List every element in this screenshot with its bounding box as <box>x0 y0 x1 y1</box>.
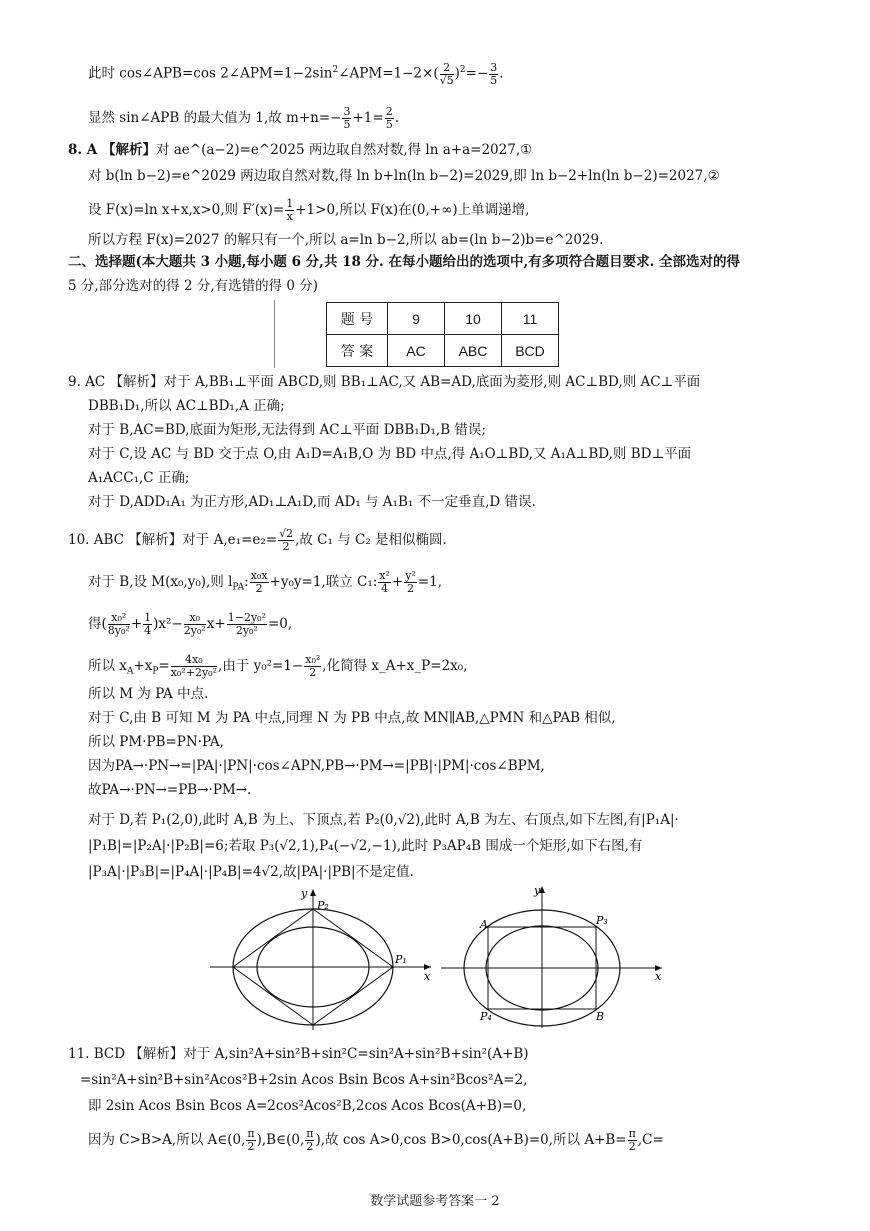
fraction: $\frac{\pi}{2}$ <box>628 1127 636 1153</box>
text: A₁ACC₁,C 正确; <box>88 470 190 486</box>
text-line <box>68 528 447 553</box>
y-label: y <box>301 887 308 900</box>
text-line <box>88 492 536 512</box>
text-line: 即 2sin Acos Bsin Bcos A=2cos²Acos²B,2cos Acos Bcos(A+B)=0, <box>88 1098 527 1114</box>
table-row <box>327 335 559 367</box>
text-line: 所以 $x_A+x_P=$ $\frac{\text{4x₀}}{\text{x₀²+2y₀²}}$ ,由于 y₀²=1− $\frac{\text{x₀²}}{2}$ ,化简得 x_A+x_P=2x₀, <box>88 653 468 679</box>
text-line <box>68 252 740 272</box>
text: +1= <box>352 110 384 126</box>
fraction: $\frac{\text{y²}}{2}$ <box>405 569 416 595</box>
p4-label: P₄ <box>480 1010 492 1023</box>
text: 此时 cos∠APB=cos 2∠APM=1−2sin <box>88 65 333 82</box>
text-line <box>88 468 189 488</box>
y-label: y <box>534 884 541 897</box>
fraction: $\frac{\pi}{2}$ <box>247 1127 255 1153</box>
text: 对于 B,AC=BD,底面为矩形,无法得到 AC⊥平面 DBB₁D₁,B 错误; <box>88 422 486 438</box>
text-line <box>68 140 532 160</box>
table-cell: 题 号 <box>327 303 388 335</box>
a-label: A <box>480 918 488 931</box>
figure-right <box>436 880 666 1030</box>
text-line <box>88 198 529 223</box>
text-line: 因为 C>B>A,所以 A∈(0, $\frac{\pi}{2}$ ),B∈(0, $\frac{\pi}{2}$ ),故 cos A>0,cos B>0,cos(A+B)=0,所以 A+B= $\frac{\pi}{2}$ ,C= <box>88 1127 664 1153</box>
p3-label: P₃ <box>596 914 608 927</box>
text-line <box>88 396 285 416</box>
text: 对 b(ln b−2)=e^2029 两边取自然对数,得 ln b+ln(ln b−2)=2029,即 ln b−2+ln(ln b−2)=2027,② <box>88 168 720 184</box>
text: 对于 D,ADD₁A₁ 为正方形,AD₁⊥A₁D,而 AD₁ 与 A₁B₁ 不一定垂直,D 错误. <box>88 494 536 510</box>
fraction: $\frac{\text{4x₀}}{\text{x₀²+2y₀²}}$ <box>170 653 217 679</box>
fraction: $\frac{1}{x}$ <box>286 197 294 223</box>
text: 对于 C,设 AC 与 BD 交于点 O,由 A₁D=A₁B,O 为 BD 中点,得 A₁O⊥BD,又 A₁A⊥BD,则 BD⊥平面 <box>88 446 692 462</box>
text-line: 显然 sin∠APB 的最大值为 1,故 m+n=− $\frac{3}{5}$ +1= $\frac{2}{5}$ . <box>88 105 399 131</box>
section-heading: 二、选择题(本大题共 3 小题,每小题 6 分,共 18 分. 在每小题给出的选项中,有多项符合题目要求. 全部选对的得 <box>68 254 741 270</box>
fraction: $\frac{\text{x₀}}{\text{2y₀²}}$ <box>183 611 206 637</box>
answer-table <box>326 302 559 367</box>
text: +y₀y=1,联立 C₁: <box>269 574 378 590</box>
fraction: $\frac{1}{4}$ <box>144 611 152 637</box>
p1-label: P₁ <box>395 953 407 966</box>
text-line: 得( $\frac{\text{x₀²}}{\text{8y₀²}}$ + $\frac{1}{4}$ )x²− $\frac{\text{x₀}}{\text{2y₀²}}$ x+ $\frac{\text{1−2y₀²}}{\text{2y₀²}}$ =0, <box>88 611 293 637</box>
divider <box>274 300 275 368</box>
text: =− <box>465 65 489 82</box>
b-label: B <box>596 1010 605 1023</box>
text: +1>0,所以 F(x)在(0,+∞)上单调递增, <box>295 202 530 218</box>
text-line: 所以 PM·PB=PN·PA, <box>88 734 224 750</box>
fraction: $\frac{\pi}{2}$ <box>306 1127 314 1153</box>
text-line <box>88 230 603 250</box>
text: 设 F(x)=ln x+x,x>0,则 F′(x)= <box>88 202 285 218</box>
text-line: 对于 D,若 P₁(2,0),此时 A,B 为上、下顶点,若 P₂(0,√2),此时 A,B 为左、右顶点,如下左图,有|P₁A|· <box>88 812 679 828</box>
text: ∠APM=1−2× <box>338 65 434 82</box>
fraction: $\frac{3}{5}$ <box>490 60 498 87</box>
text-line: 所以 M 为 PA 中点. <box>88 686 209 702</box>
text-line: 此时 cos∠APB=cos $2\angle APM=1-2\sin^2\angle APM=1-2\times$( $\frac{2}{√5}$ )$^2$=− $\frac{3}{5}$ . <box>88 60 504 87</box>
text: 显然 sin∠APB 的最大值为 1,故 m+n=− <box>88 110 342 126</box>
text-line: =sin²A+sin²B+sin²Acos²B+2sin Acos Bsin Bcos A+sin²Bcos²A=2, <box>80 1072 528 1088</box>
fraction: $\frac{3}{5}$ <box>343 105 351 131</box>
text-line: 因为PA→·PN→=|PA|·|PN|·cos∠APN,PB→·PM→=|PB|·|PM|·cos∠BPM, <box>88 758 545 774</box>
table-cell: 答 案 <box>327 335 388 367</box>
fraction: $\frac{2}{√5}$ <box>439 60 454 87</box>
table-row <box>327 303 559 335</box>
x-label: x <box>424 970 431 983</box>
text-line: |P₁B|=|P₂A|·|P₂B|=6;若取 P₃(√2,1),P₄(−√2,−1),此时 P₃AP₄B 围成一个矩形,如下右图,有 <box>88 838 643 854</box>
text: 10. ABC 【解析】对于 A,e₁=e₂= <box>68 532 278 548</box>
table-cell: ABC <box>445 335 502 367</box>
text: 对于 B,设 M(x₀,y₀),则 l <box>88 574 233 590</box>
fraction: $\frac{\text{1−2y₀²}}{\text{2y₀²}}$ <box>227 611 266 637</box>
text-line <box>88 420 486 440</box>
text: 5 分,部分选对的得 2 分,有选错的得 0 分) <box>68 278 319 294</box>
text-line <box>88 444 691 464</box>
text-line: |P₃A|·|P₃B|=|P₄A|·|P₄B|=4√2,故|PA|·|PB|不是定值. <box>88 864 414 880</box>
fraction: $\frac{\text{x²}}{4}$ <box>379 569 390 595</box>
text-line: 故PA→·PN→=PB→·PM→. <box>88 782 252 798</box>
table-cell: BCD <box>502 335 559 367</box>
fraction: $\frac{2}{5}$ <box>385 105 393 131</box>
question-tag: 8. A 【解析】 <box>68 142 156 158</box>
text-line: 对于 B,设 M(x₀,y₀),则 $l_{PA}$: $\frac{\text{x₀x}}{2}$ +y₀y=1,联立 C₁: $\frac{\text{x²}}{4}$ + $\frac{\text{y²}}{2}$ =1, <box>88 569 443 595</box>
fraction: $\frac{\text{x₀²}}{2}$ <box>305 653 321 679</box>
fraction: $\frac{√2}{2}$ <box>279 527 294 553</box>
text-line: 11. BCD 【解析】对于 A,sin²A+sin²B+sin²C=sin²A+sin²B+sin²(A+B) <box>68 1046 529 1062</box>
table-cell: 9 <box>388 303 445 335</box>
table-cell: 10 <box>445 303 502 335</box>
table-cell: AC <box>388 335 445 367</box>
text-line <box>68 372 700 392</box>
figure-left <box>205 885 435 1035</box>
page-footer: 数学试题参考答案一 2 <box>370 1194 500 1209</box>
x-label: x <box>655 970 662 983</box>
text: ,故 C₁ 与 C₂ 是相似椭圆. <box>295 532 447 548</box>
table-cell: 11 <box>502 303 559 335</box>
p2-label: P₂ <box>317 899 329 912</box>
text: 9. AC 【解析】对于 A,BB₁⊥平面 ABCD,则 BB₁⊥AC,又 AB=AD,底面为菱形,则 AC⊥BD,则 AC⊥平面 <box>68 374 701 390</box>
fraction: $\frac{\text{x₀²}}{\text{8y₀²}}$ <box>107 611 130 637</box>
text: 所以方程 F(x)=2027 的解只有一个,所以 a=ln b−2,所以 ab=(ln b−2)b=e^2029. <box>88 232 604 248</box>
text-line <box>88 166 720 186</box>
text: 对 ae^(a−2)=e^2025 两边取自然对数,得 ln a+a=2027,① <box>155 142 533 158</box>
text-line: 对于 C,由 B 可知 M 为 PA 中点,同理 N 为 PB 中点,故 MN∥AB,△PMN 和△PAB 相似, <box>88 710 616 726</box>
text: DBB₁D₁,所以 AC⊥BD₁,A 正确; <box>88 398 285 414</box>
text-line <box>68 276 318 296</box>
y-axis-arrow <box>310 889 316 896</box>
fraction: $\frac{\text{x₀x}}{2}$ <box>250 569 268 595</box>
